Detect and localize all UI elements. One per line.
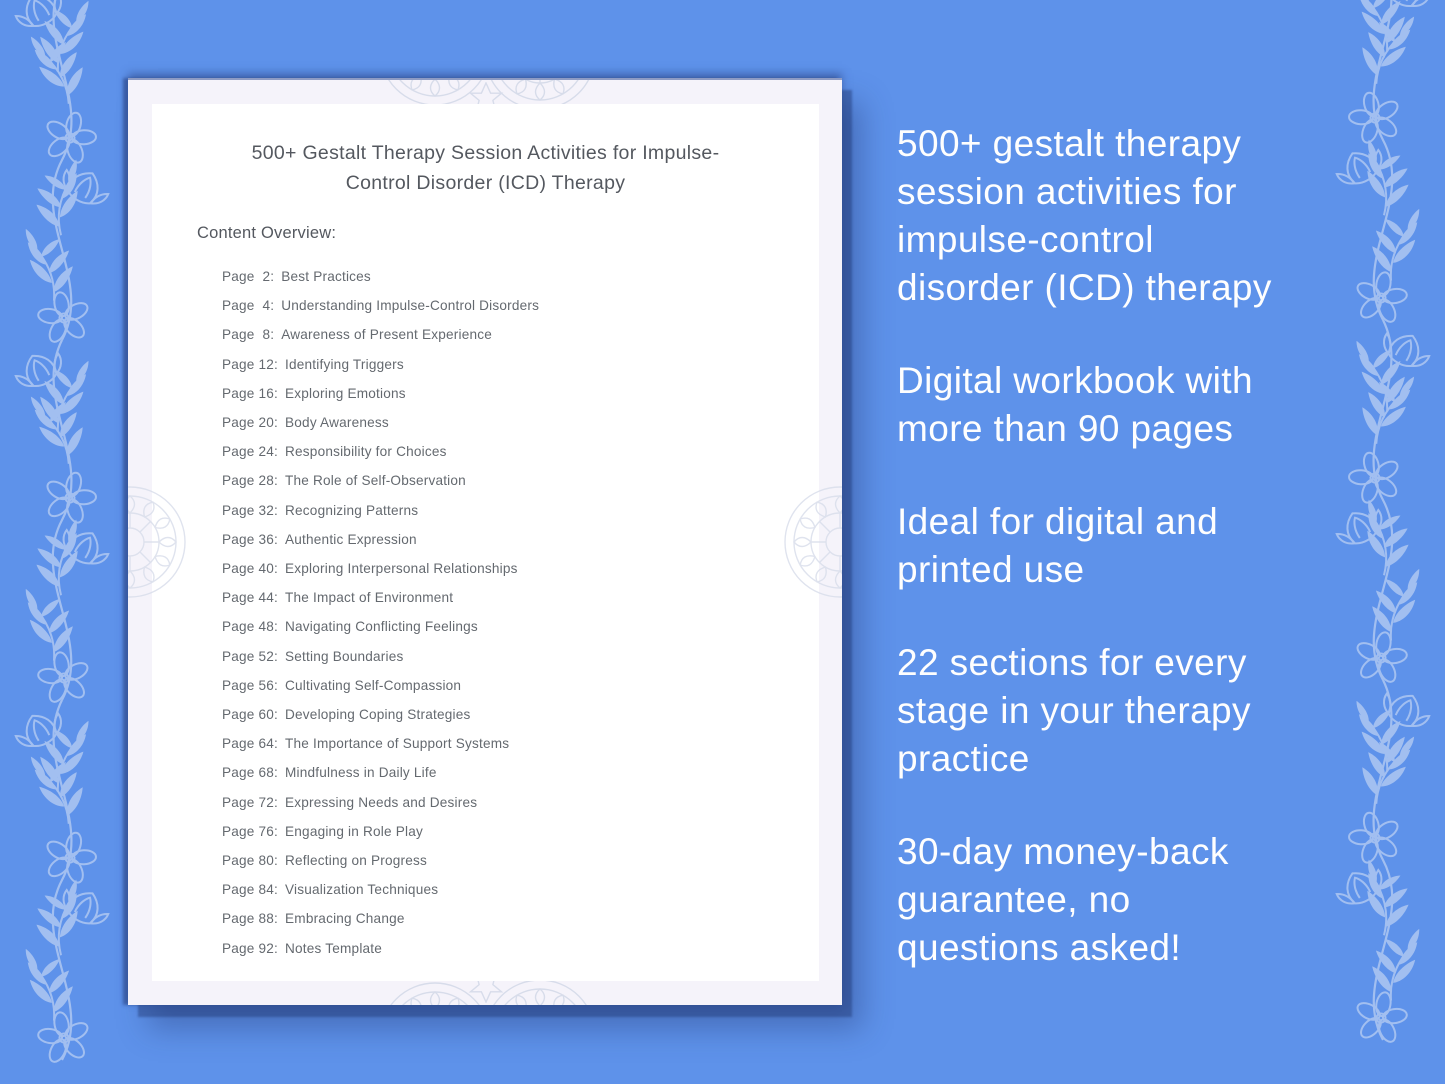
toc-item bbox=[222, 758, 819, 787]
toc-item bbox=[222, 642, 819, 671]
marketing-paragraph-activities: 500+ gestalt therapy session activities for impulse-control disorder (ICD) therapy bbox=[897, 123, 1272, 308]
toc-item-title: Recognizing Patterns bbox=[285, 502, 419, 518]
toc-item-page: Page 80: bbox=[222, 853, 279, 869]
toc-item-page: Page 32: bbox=[222, 502, 279, 518]
toc-item-title: Responsibility for Choices bbox=[285, 444, 447, 460]
toc-item-page: Page 84: bbox=[222, 882, 279, 898]
toc-item bbox=[222, 817, 819, 846]
toc-item-title: The Impact of Environment bbox=[285, 590, 454, 606]
marketing-paragraph-use: Ideal for digital and printed use bbox=[897, 501, 1219, 590]
toc-item-title: The Importance of Support Systems bbox=[285, 736, 510, 752]
toc-item-title: Body Awareness bbox=[285, 415, 389, 431]
toc-item bbox=[222, 934, 819, 963]
toc-item-title: Awareness of Present Experience bbox=[281, 327, 492, 343]
toc-item bbox=[222, 612, 819, 641]
toc-item-title: Notes Template bbox=[285, 940, 383, 956]
toc-item bbox=[222, 350, 819, 379]
toc-item-title: Exploring Interpersonal Relationships bbox=[285, 561, 518, 577]
toc-item-page: Page 36: bbox=[222, 531, 279, 547]
toc-item-title: Authentic Expression bbox=[285, 531, 417, 547]
toc-item bbox=[222, 846, 819, 875]
floral-border-right bbox=[1313, 0, 1445, 1084]
toc-item-page: Page 52: bbox=[222, 648, 279, 664]
toc-item-page: Page 2: bbox=[222, 269, 275, 284]
toc-item-title: Identifying Triggers bbox=[285, 356, 404, 372]
toc-item-page: Page 92: bbox=[222, 940, 279, 956]
toc-item bbox=[222, 437, 819, 466]
toc-item-title: Exploring Emotions bbox=[285, 385, 406, 401]
marketing-paragraph-sections: 22 sections for every stage in your therapy practice bbox=[897, 642, 1251, 779]
toc-item bbox=[222, 700, 819, 729]
toc-item bbox=[222, 875, 819, 904]
toc-item-title: Navigating Conflicting Feelings bbox=[285, 619, 478, 635]
toc-item bbox=[222, 671, 819, 700]
toc-item bbox=[222, 408, 819, 437]
toc-item bbox=[222, 496, 819, 525]
mandala-ornament-bottom-left bbox=[375, 978, 495, 1005]
toc-item-page: Page 20: bbox=[222, 415, 279, 431]
content-overview-label: Content Overview: bbox=[197, 224, 337, 242]
toc-item-title: Embracing Change bbox=[285, 911, 405, 927]
toc-item-page: Page 8: bbox=[222, 327, 275, 343]
toc-item-page: Page 24: bbox=[222, 444, 279, 460]
toc-item bbox=[222, 583, 819, 612]
toc-item-title: Visualization Techniques bbox=[285, 882, 439, 898]
marketing-copy bbox=[897, 120, 1297, 1017]
star-ornament-top bbox=[468, 82, 504, 106]
toc-item-title: The Role of Self-Observation bbox=[285, 473, 466, 489]
toc-item bbox=[222, 788, 819, 817]
workbook-preview bbox=[128, 78, 842, 1005]
marketing-paragraph-guarantee: 30-day money-back guarantee, no questions asked! bbox=[897, 831, 1229, 968]
toc-item-page: Page 72: bbox=[222, 794, 279, 810]
toc-item-title: Expressing Needs and Desires bbox=[285, 794, 478, 810]
toc-item-page: Page 12: bbox=[222, 356, 279, 372]
toc-item-page: Page 64: bbox=[222, 736, 279, 752]
toc-item-page: Page 60: bbox=[222, 707, 279, 723]
toc-item-title: Setting Boundaries bbox=[285, 648, 404, 664]
toc-item-page: Page 68: bbox=[222, 765, 279, 781]
toc-item bbox=[222, 379, 819, 408]
toc-item-title: Reflecting on Progress bbox=[285, 853, 427, 869]
toc-item-page: Page 88: bbox=[222, 911, 279, 927]
toc-item bbox=[222, 262, 819, 291]
toc-item bbox=[222, 320, 819, 349]
toc-item bbox=[222, 525, 819, 554]
table-of-contents bbox=[222, 262, 819, 963]
floral-border-left bbox=[0, 0, 132, 1084]
toc-item-title: Developing Coping Strategies bbox=[285, 707, 471, 723]
toc-item-page: Page 56: bbox=[222, 677, 279, 693]
marketing-paragraph-pages: Digital workbook with more than 90 pages bbox=[897, 360, 1253, 449]
toc-item-title: Best Practices bbox=[281, 269, 371, 284]
toc-item-page: Page 28: bbox=[222, 473, 279, 489]
toc-item-title: Understanding Impulse-Control Disorders bbox=[281, 298, 540, 314]
toc-item bbox=[222, 904, 819, 933]
toc-item bbox=[222, 729, 819, 758]
toc-item-page: Page 44: bbox=[222, 590, 279, 606]
toc-item bbox=[222, 554, 819, 583]
toc-item bbox=[222, 291, 819, 320]
toc-item-title: Mindfulness in Daily Life bbox=[285, 765, 437, 781]
toc-item-title: Engaging in Role Play bbox=[285, 823, 423, 839]
toc-item-page: Page 40: bbox=[222, 561, 279, 577]
star-ornament-bottom bbox=[468, 979, 504, 1003]
toc-item bbox=[222, 466, 819, 495]
toc-item-page: Page 48: bbox=[222, 619, 279, 635]
workbook-title: 500+ Gestalt Therapy Session Activities for Impulse-Control Disorder (ICD) Therapy bbox=[251, 142, 720, 194]
toc-item-page: Page 76: bbox=[222, 823, 279, 839]
workbook-page bbox=[152, 104, 819, 981]
toc-item-page: Page 4: bbox=[222, 298, 275, 314]
toc-item-title: Cultivating Self-Compassion bbox=[285, 677, 462, 693]
toc-item-page: Page 16: bbox=[222, 385, 279, 401]
